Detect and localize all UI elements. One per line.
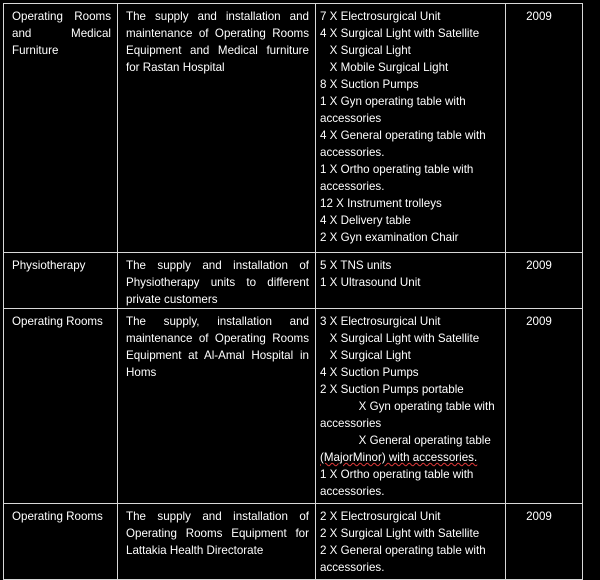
- description-cell: The supply and installation of Operating Rooms Equipment for Lattakia Health Directorate: [118, 504, 316, 580]
- item-line: 2 X Surgical Light with Satellite: [320, 527, 480, 540]
- item-line: 1 X Ortho operating table with accessories.: [320, 163, 477, 193]
- item-line: 12 X Instrument trolleys: [320, 197, 442, 210]
- item-line: 8 X Suction Pumps: [320, 78, 419, 91]
- item-line: 1 X Ortho operating table with accessories.: [320, 468, 477, 498]
- description-cell: The supply and installation of Physiotherapy units to different private customers: [118, 253, 316, 309]
- table-row: [4, 4, 583, 253]
- item-line: 3 X Electrosurgical Unit: [320, 315, 441, 328]
- item-line: 4 X Surgical Light with Satellite: [320, 27, 480, 40]
- item-line: 2 X General operating table with accessories.: [320, 544, 489, 574]
- item-line: 2 X Electrosurgical Unit: [320, 510, 441, 523]
- description-cell: The supply, installation and maintenance of Operating Rooms Equipment at Al-Amal Hospital in Homs: [118, 309, 316, 504]
- projects-table: [3, 3, 583, 580]
- item-line: X Surgical Light with Satellite: [320, 332, 480, 345]
- items-cell: [316, 309, 506, 504]
- item-line: (MajorMinor) with accessories.: [320, 451, 478, 464]
- item-line: 7 X Electrosurgical Unit: [320, 10, 441, 23]
- year-cell: 2009: [506, 309, 583, 504]
- item-line: 1 X Ultrasound Unit: [320, 276, 421, 289]
- category-cell: Operating Rooms: [4, 309, 118, 504]
- year-cell: 2009: [506, 253, 583, 309]
- year-cell: 2009: [506, 504, 583, 580]
- item-line: X Surgical Light: [320, 349, 411, 362]
- table-row: [4, 309, 583, 504]
- items-cell: [316, 504, 506, 580]
- items-cell: [316, 4, 506, 253]
- item-line: X Surgical Light: [320, 44, 411, 57]
- item-line: X Gyn operating table with accessories: [320, 400, 498, 430]
- category-cell: Operating Rooms and Medical Furniture: [4, 4, 118, 253]
- category-cell: Physiotherapy: [4, 253, 118, 309]
- item-line: 4 X Suction Pumps: [320, 366, 419, 379]
- item-line: 4 X Delivery table: [320, 214, 411, 227]
- item-line: 2 X Suction Pumps portable: [320, 383, 464, 396]
- item-line: X General operating table: [320, 434, 491, 447]
- table-row: [4, 504, 583, 580]
- table-row: [4, 253, 583, 309]
- item-line: X Mobile Surgical Light: [320, 61, 449, 74]
- item-line: 5 X TNS units: [320, 259, 392, 272]
- description-cell: The supply and installation and maintenance of Operating Rooms Equipment and Medical furniture for Rastan Hospital: [118, 4, 316, 253]
- item-line: 4 X General operating table with accessories.: [320, 129, 489, 159]
- year-cell: 2009: [506, 4, 583, 253]
- category-cell: Operating Rooms: [4, 504, 118, 580]
- items-cell: [316, 253, 506, 309]
- item-line: 2 X Gyn examination Chair: [320, 231, 459, 244]
- item-line: 1 X Gyn operating table with accessories: [320, 95, 469, 125]
